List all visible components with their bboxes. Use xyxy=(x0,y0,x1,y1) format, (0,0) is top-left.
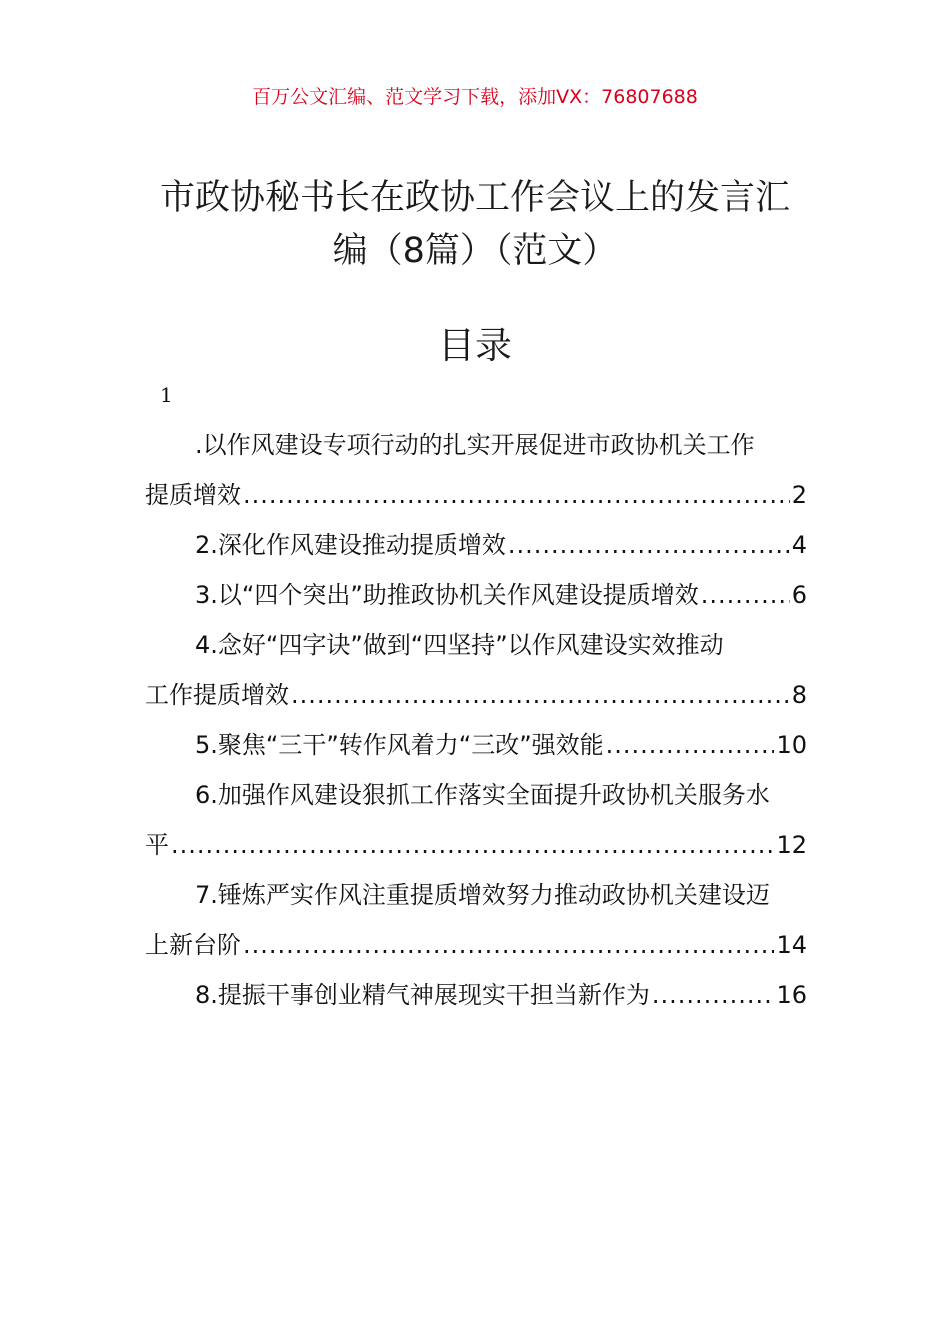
toc-entry-6[interactable] xyxy=(145,770,807,870)
toc-entry-title-cont: 平 xyxy=(145,831,169,859)
toc-entry-page: 12 xyxy=(776,831,807,859)
table-of-contents xyxy=(145,420,807,1020)
toc-entry-title: 5.聚焦“三干”转作风着力“三改”强效能 xyxy=(195,731,604,759)
dot-leader xyxy=(606,720,775,770)
toc-entry-title: 6.加强作风建设狠抓工作落实全面提升政协机关服务水 xyxy=(195,781,770,809)
dot-leader xyxy=(508,520,790,570)
toc-entry-8[interactable] xyxy=(145,970,807,1020)
toc-entry-1[interactable] xyxy=(145,420,807,520)
toc-entry-title: 3.以“四个突出”助推政协机关作风建设提质增效 xyxy=(195,581,699,609)
toc-entry-5[interactable] xyxy=(145,720,807,770)
toc-entry-page: 8 xyxy=(791,681,807,709)
document-title xyxy=(120,172,830,278)
title-line-2: 编（8篇）（范文） xyxy=(332,231,618,271)
toc-entry-page: 2 xyxy=(791,481,807,509)
toc-entry-title-cont: 上新台阶 xyxy=(145,931,241,959)
toc-entry-3[interactable] xyxy=(145,570,807,620)
toc-entry-7[interactable] xyxy=(145,870,807,970)
toc-entry-page: 4 xyxy=(791,531,807,559)
toc-entry-title: 8.提振干事创业精气神展现实干担当新作为 xyxy=(195,981,650,1009)
dot-leader xyxy=(652,970,775,1020)
toc-entry-title: 7.锤炼严实作风注重提质增效努力推动政协机关建设迈 xyxy=(195,881,770,909)
page-number: 1 xyxy=(160,383,173,407)
toc-entry-page: 6 xyxy=(791,581,807,609)
toc-entry-page: 14 xyxy=(776,931,807,959)
toc-entry-title: 2.深化作风建设推动提质增效 xyxy=(195,531,506,559)
toc-heading: 目录 xyxy=(438,324,512,367)
toc-entry-title: .以作风建设专项行动的扎实开展促进市政协机关工作 xyxy=(195,431,755,459)
toc-entry-title-cont: 工作提质增效 xyxy=(145,681,289,709)
dot-leader xyxy=(291,670,790,720)
toc-entry-2[interactable] xyxy=(145,520,807,570)
toc-entry-page: 10 xyxy=(776,731,807,759)
toc-entry-title: 4.念好“四字诀”做到“四坚持”以作风建设实效推动 xyxy=(195,631,724,659)
dot-leader xyxy=(171,820,774,870)
toc-entry-page: 16 xyxy=(776,981,807,1009)
dot-leader xyxy=(701,570,790,620)
title-line-1: 市政协秘书长在政协工作会议上的发言汇 xyxy=(159,178,790,218)
dot-leader xyxy=(243,470,790,520)
dot-leader xyxy=(243,920,774,970)
header-note: 百万公文汇编、范文学习下载，添加VX：76807688 xyxy=(252,86,698,108)
toc-entry-title-cont: 提质增效 xyxy=(145,481,241,509)
toc-entry-4[interactable] xyxy=(145,620,807,720)
